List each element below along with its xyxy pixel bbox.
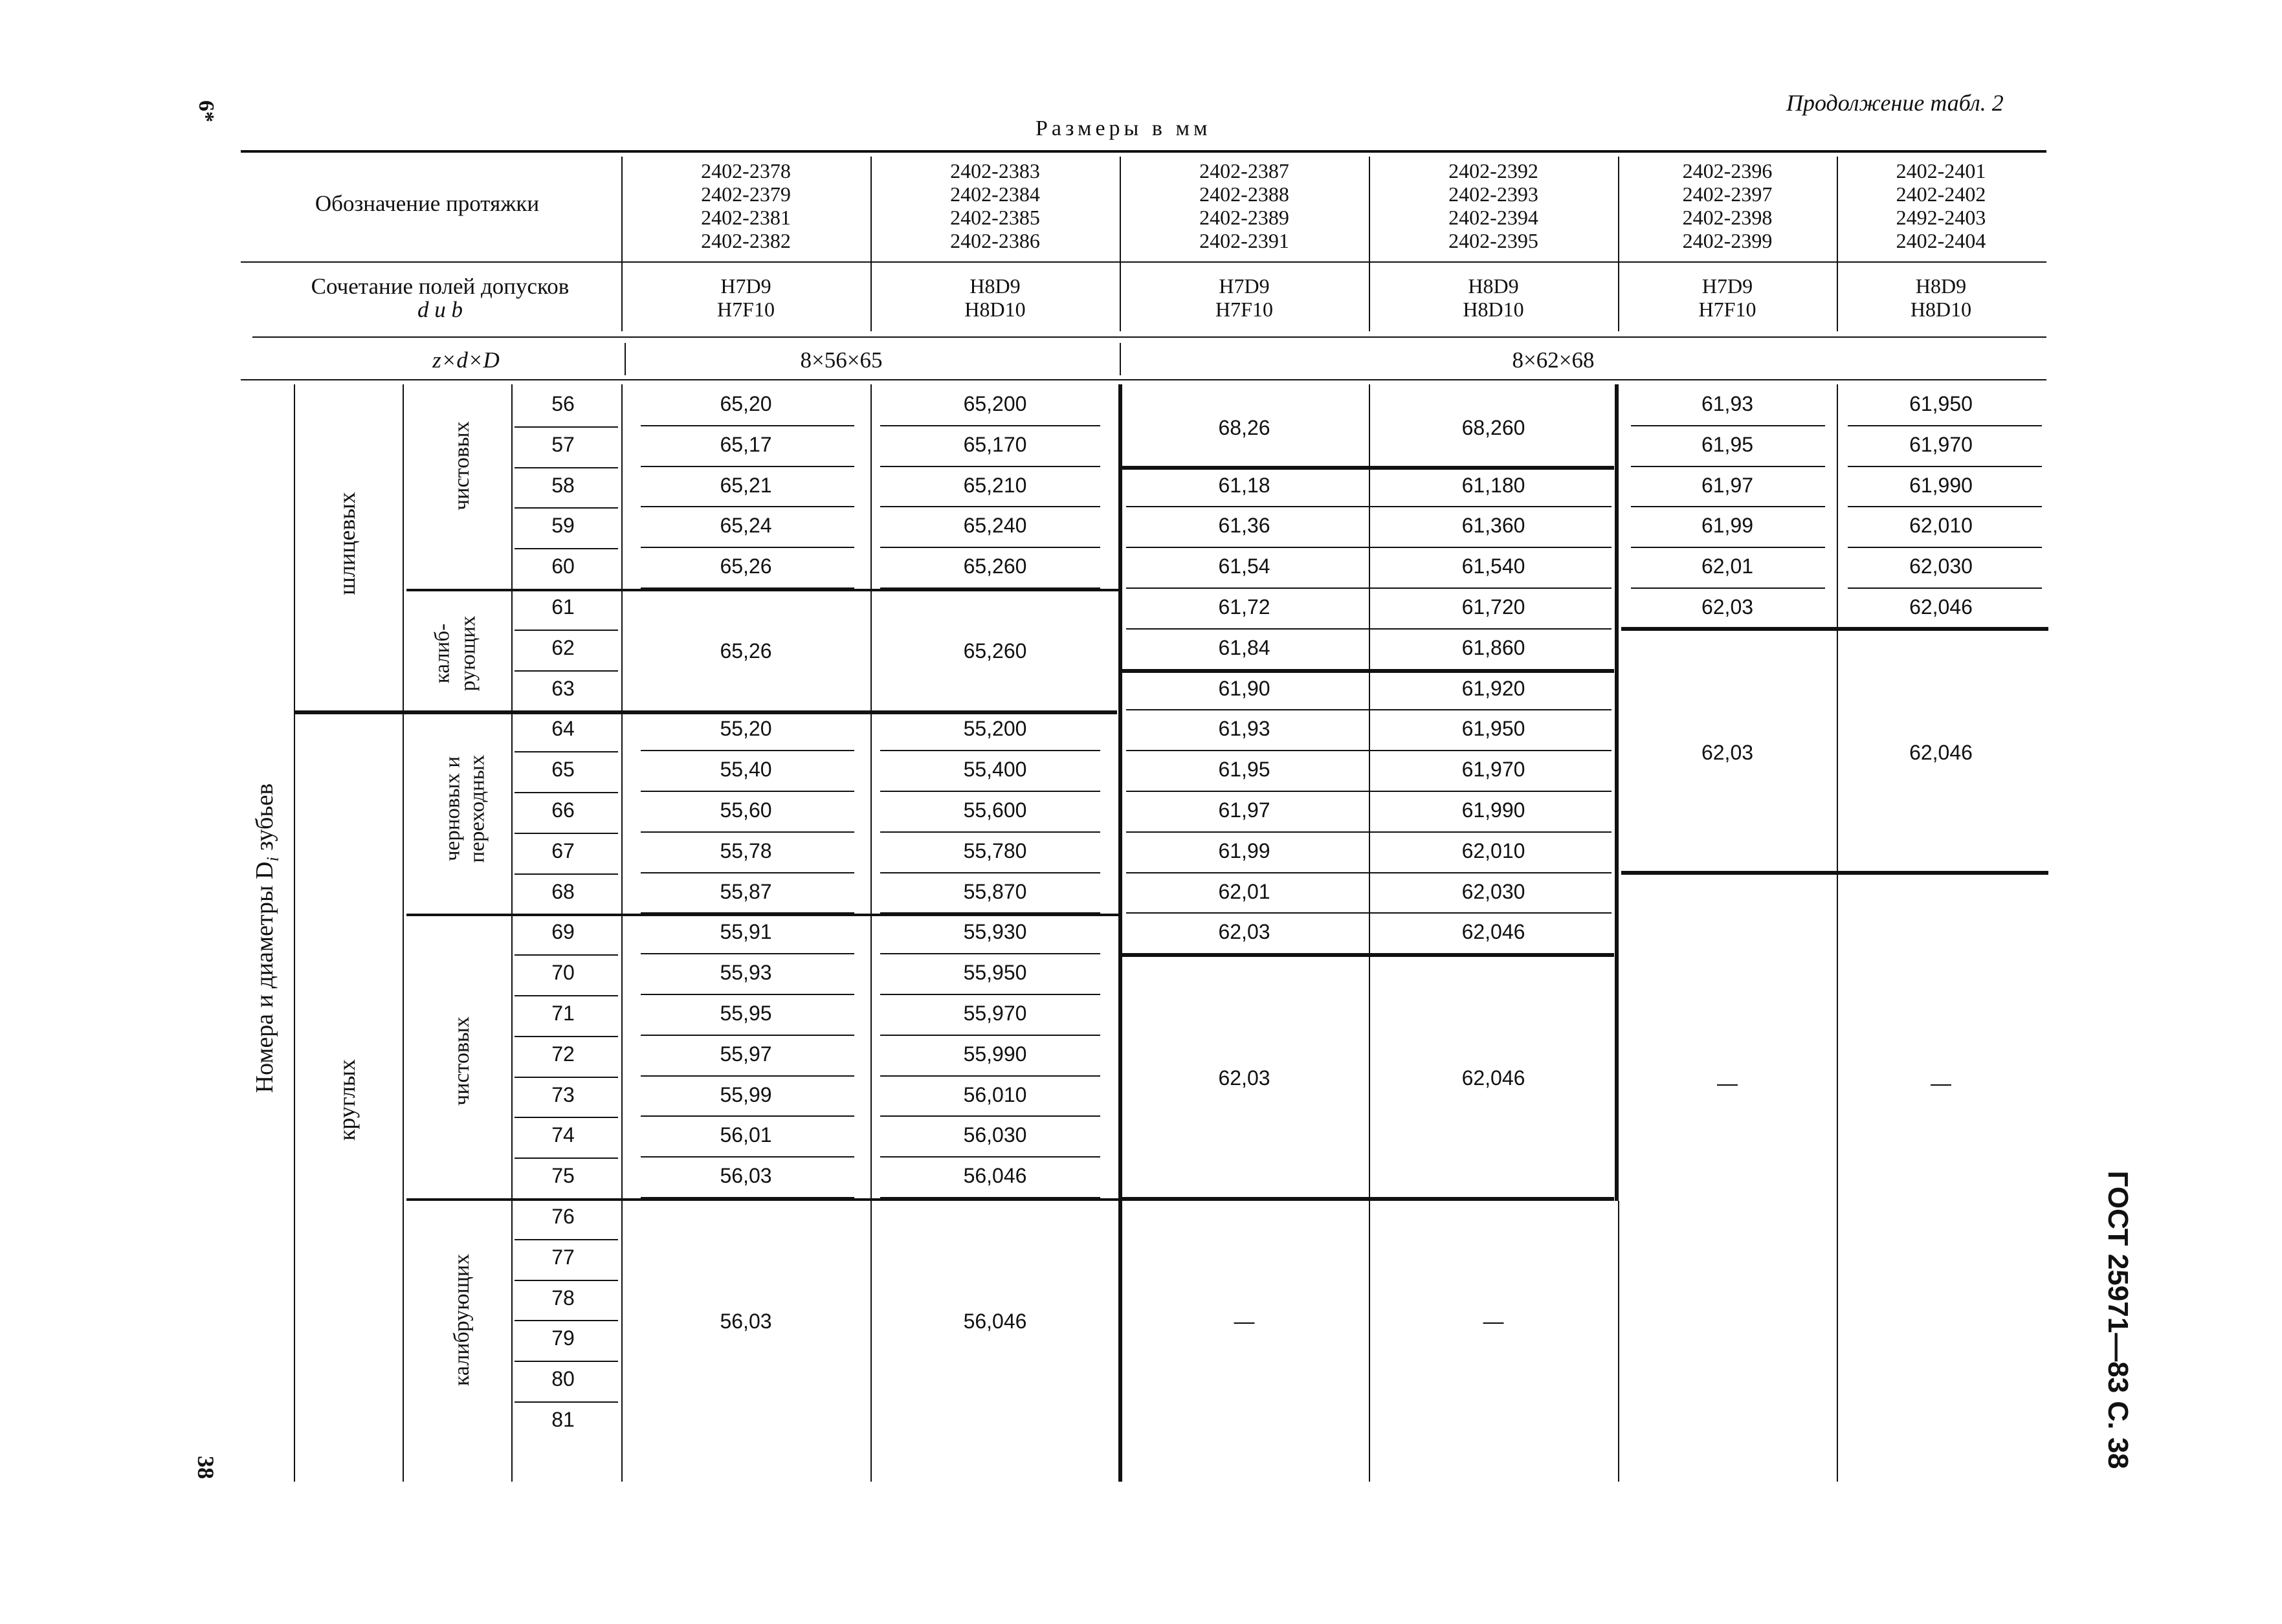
value-cell: 61,950 (1461, 717, 1525, 741)
thick-rule (1122, 1197, 1614, 1201)
value-cell: 61,99 (1701, 514, 1754, 538)
tooth-row-rule (515, 995, 618, 996)
value-cell: 61,90 (1218, 676, 1270, 700)
designation-code: 2402-2379 (701, 182, 791, 206)
designation-code: 2492-2403 (1896, 206, 1986, 229)
value-row-rule (880, 1156, 1100, 1158)
value-cell: 61,54 (1218, 554, 1270, 578)
header-designation: Обозначение протяжки (315, 191, 540, 216)
value-cell: 55,97 (720, 1042, 772, 1066)
side-col-line-1 (294, 384, 295, 1482)
designation-code: 2402-2385 (950, 206, 1040, 229)
value-cell: 61,97 (1701, 473, 1754, 497)
value-cell: 65,24 (720, 514, 772, 538)
designation-code: 2402-2398 (1682, 206, 1773, 229)
group-spline-label: шлицевых (334, 492, 360, 595)
designation-code: 2402-2391 (1199, 229, 1289, 252)
tooth-row-rule (515, 548, 618, 549)
value-cell: — (1234, 1310, 1255, 1333)
value-cell: 62,01 (1218, 879, 1270, 903)
value-row-rule (1631, 425, 1825, 426)
tooth-row-rule (515, 1320, 618, 1321)
value-cell: 56,03 (720, 1164, 772, 1188)
value-cell: 62,03 (1218, 920, 1270, 944)
value-cell: 62,03 (1701, 595, 1754, 619)
value-row-rule (1126, 750, 1612, 751)
designation-code: 2402-2387 (1199, 159, 1289, 182)
tooth-number: 71 (551, 1002, 575, 1025)
value-row-rule (641, 994, 854, 995)
header-tolerance-sub: d и b (417, 297, 463, 322)
designation-code: 2402-2392 (1448, 159, 1538, 182)
designation-code: 2402-2394 (1448, 206, 1538, 229)
value-row-rule (641, 1197, 854, 1198)
value-cell: 55,950 (963, 961, 1027, 985)
tolerance-code: H7D9 (1701, 274, 1753, 298)
value-cell: 56,010 (963, 1082, 1027, 1106)
value-cell: 61,36 (1218, 514, 1270, 538)
designation-code: 2402-2389 (1199, 206, 1289, 229)
tooth-number: 63 (551, 676, 575, 700)
page-number: 38 (193, 1456, 219, 1479)
value-row-rule (1848, 587, 2042, 589)
tooth-row-rule (515, 426, 618, 428)
size-divider-mid (1120, 343, 1121, 375)
tooth-number: 69 (551, 920, 575, 944)
value-cell: 61,990 (1461, 798, 1525, 822)
value-row-rule (880, 466, 1100, 467)
value-cell: 65,210 (963, 473, 1027, 497)
thick-rule (1621, 627, 2048, 631)
designation-code: 2402-2388 (1199, 182, 1289, 206)
value-cell: 61,93 (1218, 717, 1270, 741)
value-cell: 61,360 (1461, 514, 1525, 538)
value-cell: 55,930 (963, 920, 1027, 944)
size-divider-left (625, 343, 626, 375)
sub-calib-1a-label: калиб- (430, 623, 454, 684)
tooth-row-rule (515, 1036, 618, 1037)
value-cell: 62,030 (1461, 879, 1525, 903)
value-row-rule (880, 1035, 1100, 1036)
value-cell: 65,20 (720, 392, 772, 415)
value-row-rule (641, 1035, 854, 1036)
value-cell: 61,720 (1461, 595, 1525, 619)
value-cell: 55,78 (720, 839, 772, 862)
value-cell: 61,970 (1461, 758, 1525, 782)
tooth-number: 56 (551, 392, 575, 415)
rule-after-designation (241, 261, 2046, 263)
value-cell: 62,046 (1461, 920, 1525, 944)
value-row-rule (1631, 466, 1825, 467)
size-a: 8×56×65 (800, 347, 883, 373)
value-cell: 55,600 (963, 798, 1027, 822)
header-size: z×d×D (432, 347, 500, 373)
value-cell: — (1483, 1310, 1504, 1333)
value-cell: 68,26 (1218, 415, 1270, 439)
sub-calib-1b-label: рующих (456, 615, 480, 692)
header-tolerance: Сочетание полей допусков (311, 274, 570, 299)
designation-code: 2402-2393 (1448, 182, 1538, 206)
value-row-rule (641, 872, 854, 873)
value-cell: — (1931, 1071, 1951, 1095)
group-rule-spline-round (295, 710, 1117, 714)
value-row-rule (880, 1197, 1100, 1198)
rule-after-size (241, 379, 2046, 380)
tolerance-code: H8D9 (1915, 274, 1967, 298)
tooth-number: 62 (551, 635, 575, 659)
value-row-rule (880, 587, 1100, 589)
value-cell: 61,860 (1461, 635, 1525, 659)
value-cell: 62,046 (1909, 595, 1973, 619)
value-cell: 56,01 (720, 1123, 772, 1147)
value-cell: 61,95 (1701, 432, 1754, 456)
value-row-rule (641, 1156, 854, 1158)
tolerance-code: H8D10 (1910, 298, 1972, 321)
value-cell: 62,03 (1701, 741, 1754, 765)
tolerance-code: H8D10 (1463, 298, 1524, 321)
value-row-rule (880, 953, 1100, 954)
value-row-rule (1126, 547, 1612, 548)
value-row-rule (1848, 425, 2042, 426)
size-b: 8×62×68 (1512, 347, 1595, 373)
tooth-number: 76 (551, 1205, 575, 1228)
designation-code: 2402-2402 (1896, 182, 1986, 206)
tooth-row-rule (515, 507, 618, 509)
value-cell: 61,72 (1218, 595, 1270, 619)
designation-code: 2402-2386 (950, 229, 1040, 252)
tooth-number: 78 (551, 1286, 575, 1310)
value-row-rule (641, 953, 854, 954)
value-cell: 61,93 (1701, 392, 1754, 415)
tooth-number: 65 (551, 758, 575, 782)
tolerance-code: H8D9 (969, 274, 1021, 298)
value-cell: 55,40 (720, 758, 772, 782)
designation-code: 2402-2382 (701, 229, 791, 252)
value-cell: 62,010 (1909, 514, 1973, 538)
value-cell: 55,970 (963, 1002, 1027, 1025)
tooth-row-rule (515, 954, 618, 956)
tooth-row-rule (515, 1117, 618, 1118)
value-row-rule (880, 791, 1100, 792)
thick-rule (1122, 669, 1614, 673)
value-cell: 62,046 (1461, 1066, 1525, 1090)
standard-label: ГОСТ 25971—83 С. 38 (2102, 1170, 2134, 1469)
value-row-rule (1126, 791, 1612, 792)
value-row-rule (880, 750, 1100, 751)
tooth-row-rule (515, 873, 618, 875)
tooth-row-rule (515, 467, 618, 468)
tooth-row-rule (515, 630, 618, 631)
value-cell: 56,030 (963, 1123, 1027, 1147)
corner-mark: 6* (194, 100, 218, 122)
value-cell: 55,20 (720, 717, 772, 741)
thick-rule (1122, 953, 1614, 957)
tooth-number: 57 (551, 432, 575, 456)
tooth-row-rule (515, 1280, 618, 1281)
value-cell: 56,046 (963, 1310, 1027, 1333)
value-row-rule (880, 425, 1100, 426)
thick-rule (1122, 466, 1614, 470)
value-row-rule (1848, 466, 2042, 467)
value-row-rule (1848, 547, 2042, 548)
value-row-rule (880, 506, 1100, 507)
value-cell: 56,03 (720, 1310, 772, 1333)
value-row-rule (880, 1075, 1100, 1077)
tooth-number: 66 (551, 798, 575, 822)
tooth-number: 67 (551, 839, 575, 862)
value-row-rule (641, 466, 854, 467)
value-row-rule (1126, 506, 1612, 507)
sub-rule-finish-calib (406, 589, 1118, 591)
tooth-number: 61 (551, 595, 575, 619)
sub-rough-b-label: переходных (465, 754, 489, 863)
sub-calib-2-label: калибрующих (450, 1253, 474, 1387)
tooth-number: 77 (551, 1245, 575, 1269)
value-row-rule (1126, 831, 1612, 833)
value-cell: 55,95 (720, 1002, 772, 1025)
value-row-rule (1848, 506, 2042, 507)
value-cell: 61,920 (1461, 676, 1525, 700)
value-row-rule (641, 750, 854, 751)
value-row-rule (641, 1115, 854, 1117)
tolerance-code: H7F10 (717, 298, 775, 321)
tolerance-code: H8D10 (964, 298, 1026, 321)
value-cell: 61,18 (1218, 473, 1270, 497)
value-cell: 65,170 (963, 432, 1027, 456)
value-cell: 62,01 (1701, 554, 1754, 578)
value-cell: 55,400 (963, 758, 1027, 782)
value-row-rule (641, 1075, 854, 1077)
tooth-number: 75 (551, 1164, 575, 1188)
value-cell: 62,030 (1909, 554, 1973, 578)
tooth-number: 73 (551, 1082, 575, 1106)
designation-code: 2402-2384 (950, 182, 1040, 206)
value-cell: 65,200 (963, 392, 1027, 415)
designation-code: 2402-2383 (950, 159, 1040, 182)
value-row-rule (880, 1115, 1100, 1117)
value-cell: 55,99 (720, 1082, 772, 1106)
tooth-number: 58 (551, 473, 575, 497)
value-cell: 55,200 (963, 717, 1027, 741)
value-row-rule (1126, 872, 1612, 873)
tooth-row-rule (515, 751, 618, 752)
value-cell: 65,21 (720, 473, 772, 497)
value-cell: 61,540 (1461, 554, 1525, 578)
designation-code: 2402-2397 (1682, 182, 1773, 206)
value-cell: 68,260 (1461, 415, 1525, 439)
value-row-rule (641, 425, 854, 426)
side-main-label: Номера и диаметры $D_i$ зубьев (251, 783, 282, 1093)
tooth-row-rule (515, 670, 618, 672)
sub-finish-2-label: чистовых (450, 1016, 474, 1106)
value-cell: 61,97 (1218, 798, 1270, 822)
tooth-number: 64 (551, 717, 575, 741)
value-row-rule (880, 831, 1100, 833)
value-row-rule (1631, 587, 1825, 589)
designation-code: 2402-2404 (1896, 229, 1986, 252)
tooth-number: 60 (551, 554, 575, 578)
value-row-rule (641, 912, 854, 914)
sub-rule-finish-calib-2 (406, 1198, 1118, 1201)
value-row-rule (641, 791, 854, 792)
value-cell: 62,046 (1909, 741, 1973, 765)
designation-code: 2402-2399 (1682, 229, 1773, 252)
value-cell: 61,84 (1218, 635, 1270, 659)
value-cell: 65,240 (963, 514, 1027, 538)
value-row-rule (880, 912, 1100, 914)
value-cell: 65,26 (720, 554, 772, 578)
rule-after-tolerance (252, 336, 2046, 338)
value-cell: 61,180 (1461, 473, 1525, 497)
value-cell: 62,03 (1218, 1066, 1270, 1090)
value-cell: 61,990 (1909, 473, 1973, 497)
value-cell: 55,87 (720, 879, 772, 903)
value-col-line (1837, 384, 1838, 1482)
side-col-line-3 (511, 384, 513, 1482)
value-row-rule (1126, 587, 1612, 589)
units-label: Размеры в мм (1036, 116, 1212, 140)
value-row-rule (641, 547, 854, 548)
value-row-rule (880, 872, 1100, 873)
tooth-row-rule (515, 1401, 618, 1403)
value-cell: — (1717, 1071, 1738, 1095)
tooth-row-rule (515, 833, 618, 834)
designation-code: 2402-2381 (701, 206, 791, 229)
value-col-line (1618, 1201, 1619, 1482)
value-row-rule (880, 547, 1100, 548)
value-cell: 65,17 (720, 432, 772, 456)
value-row-rule (1126, 628, 1612, 630)
value-cell: 65,26 (720, 639, 772, 663)
value-cell: 55,990 (963, 1042, 1027, 1066)
value-row-rule (641, 831, 854, 833)
tooth-row-rule (515, 1361, 618, 1362)
value-row-rule (1631, 506, 1825, 507)
value-cell: 55,780 (963, 839, 1027, 862)
value-row-rule (641, 587, 854, 589)
value-row-rule (1126, 912, 1612, 914)
value-cell: 61,970 (1909, 432, 1973, 456)
tolerance-code: H7D9 (720, 274, 771, 298)
thick-rule (1621, 871, 2048, 875)
value-row-rule (1126, 709, 1612, 710)
value-cell: 62,010 (1461, 839, 1525, 862)
value-row-rule (1631, 547, 1825, 548)
tooth-number: 59 (551, 514, 575, 538)
value-cell: 61,99 (1218, 839, 1270, 862)
top-rule (241, 150, 2046, 153)
tolerance-code: H7D9 (1219, 274, 1270, 298)
designation-code: 2402-2378 (701, 159, 791, 182)
sub-rule-rough-finish (406, 914, 1118, 916)
value-cell: 55,60 (720, 798, 772, 822)
value-row-rule (880, 994, 1100, 995)
value-cell: 55,870 (963, 879, 1027, 903)
tooth-number: 79 (551, 1326, 575, 1350)
value-row-rule (641, 506, 854, 507)
tooth-number: 74 (551, 1123, 575, 1147)
value-cell: 65,260 (963, 639, 1027, 663)
tooth-number: 72 (551, 1042, 575, 1066)
tooth-number: 81 (551, 1408, 575, 1431)
tooth-row-rule (515, 1077, 618, 1078)
designation-code: 2402-2396 (1682, 159, 1773, 182)
tooth-row-rule (515, 1239, 618, 1240)
side-col-line-2 (403, 384, 404, 1482)
value-cell: 55,93 (720, 961, 772, 985)
group-round-label: круглых (334, 1059, 360, 1141)
tooth-number: 80 (551, 1367, 575, 1391)
tolerance-code: H7F10 (1698, 298, 1756, 321)
designation-code: 2402-2395 (1448, 229, 1538, 252)
tolerance-code: H8D9 (1468, 274, 1519, 298)
tolerance-code: H7F10 (1215, 298, 1273, 321)
tooth-row-rule (515, 1158, 618, 1159)
sub-finish-1-label: чистовых (450, 421, 474, 510)
designation-code: 2402-2401 (1896, 159, 1986, 182)
value-cell: 65,260 (963, 554, 1027, 578)
tooth-number: 70 (551, 961, 575, 985)
value-cell: 61,950 (1909, 392, 1973, 415)
tooth-row-rule (515, 792, 618, 793)
value-cell: 61,95 (1218, 758, 1270, 782)
continuation-label: Продолжение табл. 2 (1786, 90, 2004, 116)
sub-rough-a-label: черновых и (441, 756, 465, 862)
value-cell: 55,91 (720, 920, 772, 944)
tooth-number: 68 (551, 879, 575, 903)
value-cell: 56,046 (963, 1164, 1027, 1188)
